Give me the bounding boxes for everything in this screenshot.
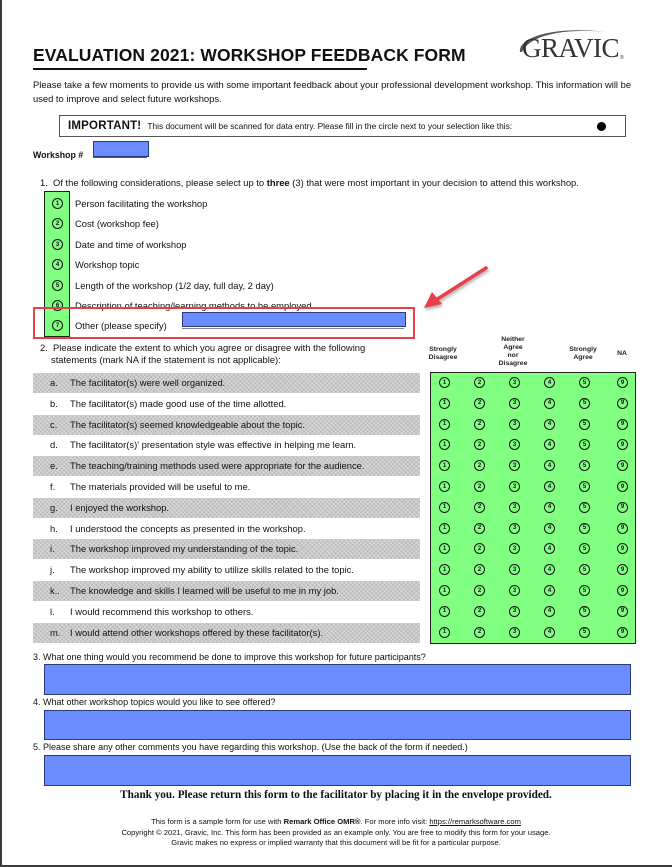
rating-bubble-5[interactable]: 5 — [579, 419, 590, 430]
rating-bubble-9[interactable]: 9 — [617, 523, 628, 534]
rating-bubble-1[interactable]: 1 — [439, 377, 450, 388]
rating-bubble-2[interactable]: 2 — [474, 481, 485, 492]
rating-bubble-3[interactable]: 3 — [509, 398, 520, 409]
rating-bubble-4[interactable]: 4 — [544, 543, 555, 554]
rating-bubble-2[interactable]: 2 — [474, 523, 485, 534]
rating-bubble-5[interactable]: 5 — [579, 398, 590, 409]
scale-header-strongly-agree: Strongly Agree — [569, 346, 597, 361]
title-underline — [33, 68, 367, 70]
rating-bubble-3[interactable]: 3 — [509, 523, 520, 534]
statement-letter: h. — [50, 522, 58, 534]
rating-bubble-1[interactable]: 1 — [439, 606, 450, 617]
footer-line-2: Copyright © 2021, Gravic, Inc. This form has been provided as an example only. You are free to modify this form for your usage. — [121, 827, 551, 837]
statement-letter: b. — [50, 397, 58, 409]
q1-bubble-7[interactable]: 7 — [52, 320, 63, 331]
rating-row-i — [431, 539, 635, 560]
rating-bubble-1[interactable]: 1 — [439, 439, 450, 450]
rating-bubble-9[interactable]: 9 — [617, 377, 628, 388]
rating-bubble-5[interactable]: 5 — [579, 460, 590, 471]
statement-text: The facilitator(s) seemed knowledgeable about the topic. — [70, 418, 306, 430]
rating-bubble-1[interactable]: 1 — [439, 398, 450, 409]
rating-bubble-1[interactable]: 1 — [439, 627, 450, 638]
statement-row — [33, 477, 420, 497]
statement-row — [33, 498, 420, 518]
rating-bubble-4[interactable]: 4 — [544, 460, 555, 471]
rating-bubble-2[interactable]: 2 — [474, 585, 485, 596]
footer-line-1: This form is a sample form for use with Remark Office OMR®. For more info visit: https://remarksoftware.com — [151, 817, 521, 826]
statement-letter: j. — [50, 564, 55, 576]
q1-option-label-6: Description of teaching/learning methods to be employed — [75, 300, 312, 311]
footer — [0, 817, 672, 849]
statement-text: I would recommend this workshop to others. — [70, 605, 254, 617]
q1-bubble-1[interactable]: 1 — [52, 198, 63, 209]
question-1-text: 1. Of the following considerations, please select up to three (3) that were most important in your decision to attend this workshop. — [40, 177, 579, 188]
logo-text: GRAVIC — [522, 33, 620, 63]
workshop-number-field[interactable] — [93, 141, 149, 157]
rating-bubble-3[interactable]: 3 — [509, 627, 520, 638]
statement-letter: m. — [50, 626, 61, 638]
statement-row — [33, 581, 420, 601]
statement-row — [33, 560, 420, 580]
statement-row — [33, 519, 420, 539]
remark-software-link[interactable]: https://remarksoftware.com — [429, 817, 521, 826]
rating-bubble-9[interactable]: 9 — [617, 543, 628, 554]
scale-header-strongly-disagree: Strongly Disagree — [428, 346, 458, 361]
rating-bubble-3[interactable]: 3 — [509, 439, 520, 450]
rating-bubble-2[interactable]: 2 — [474, 439, 485, 450]
rating-bubble-4[interactable]: 4 — [544, 439, 555, 450]
rating-bubble-3[interactable]: 3 — [509, 377, 520, 388]
rating-bubble-1[interactable]: 1 — [439, 502, 450, 513]
rating-bubble-3[interactable]: 3 — [509, 460, 520, 471]
rating-bubble-3[interactable]: 3 — [509, 502, 520, 513]
rating-bubble-3[interactable]: 3 — [509, 585, 520, 596]
q1-bubble-3[interactable]: 3 — [52, 239, 63, 250]
rating-bubble-4[interactable]: 4 — [544, 502, 555, 513]
filled-bubble-example-icon — [597, 122, 606, 131]
rating-bubble-9[interactable]: 9 — [617, 419, 628, 430]
statement-text: The facilitator(s) made good use of the time allotted. — [70, 397, 287, 409]
question-3-text: 3. What one thing would you recommend be done to improve this workshop for future participants? — [33, 652, 426, 662]
q1-option-3 — [45, 239, 63, 250]
q1-option-2 — [45, 218, 63, 229]
rating-bubble-2[interactable]: 2 — [474, 419, 485, 430]
statement-row — [33, 394, 420, 414]
rating-row-g — [431, 498, 635, 519]
question-5-text: 5. Please share any other comments you have regarding this workshop. (Use the back of the form if needed.) — [33, 742, 468, 752]
rating-bubble-2[interactable]: 2 — [474, 460, 485, 471]
q1-option-label-2: Cost (workshop fee) — [75, 218, 159, 229]
q1-bubble-2[interactable]: 2 — [52, 218, 63, 229]
statement-row — [33, 456, 420, 476]
rating-bubble-3[interactable]: 3 — [509, 606, 520, 617]
q1-option-label-5: Length of the workshop (1/2 day, full day, 2 day) — [75, 280, 274, 291]
rating-bubble-5[interactable]: 5 — [579, 502, 590, 513]
rating-row-f — [431, 477, 635, 498]
q1-option-5 — [45, 280, 63, 291]
rating-bubble-3[interactable]: 3 — [509, 419, 520, 430]
statement-row — [33, 373, 420, 393]
rating-bubble-1[interactable]: 1 — [439, 585, 450, 596]
q1-option-4 — [45, 259, 63, 270]
statement-letter: k.. — [50, 585, 60, 596]
rating-bubble-4[interactable]: 4 — [544, 585, 555, 596]
rating-row-b — [431, 394, 635, 415]
rating-bubble-9[interactable]: 9 — [617, 585, 628, 596]
question-4-text: 4. What other workshop topics would you like to see offered? — [33, 697, 276, 707]
rating-bubble-5[interactable]: 5 — [579, 564, 590, 575]
rating-bubble-1[interactable]: 1 — [439, 564, 450, 575]
rating-bubble-5[interactable]: 5 — [579, 439, 590, 450]
rating-bubble-2[interactable]: 2 — [474, 377, 485, 388]
q1-bubble-6[interactable]: 6 — [52, 300, 63, 311]
rating-bubble-1[interactable]: 1 — [439, 460, 450, 471]
q1-option-label-1: Person facilitating the workshop — [75, 198, 208, 209]
question-3-answer-field[interactable] — [44, 664, 631, 695]
rating-bubble-9[interactable]: 9 — [617, 606, 628, 617]
form-title: EVALUATION 2021: WORKSHOP FEEDBACK FORM — [33, 45, 466, 65]
rating-row-m — [431, 623, 635, 644]
thank-you-text: Thank you. Please return this form to the facilitator by placing it in the envelope provided. — [120, 789, 552, 801]
statement-text: The workshop improved my understanding of the topic. — [70, 543, 299, 555]
rating-bubble-5[interactable]: 5 — [579, 585, 590, 596]
gravic-logo — [508, 24, 628, 68]
rating-row-d — [431, 435, 635, 456]
rating-bubble-4[interactable]: 4 — [544, 606, 555, 617]
workshop-number-underline — [93, 157, 147, 158]
statement-text: The teaching/training methods used were appropriate for the audience. — [70, 460, 365, 472]
rating-bubble-1[interactable]: 1 — [439, 419, 450, 430]
rating-bubble-2[interactable]: 2 — [474, 627, 485, 638]
workshop-number-label: Workshop # — [33, 150, 84, 160]
statement-row — [33, 602, 420, 622]
rating-bubble-9[interactable]: 9 — [617, 439, 628, 450]
rating-bubble-4[interactable]: 4 — [544, 564, 555, 575]
important-label: IMPORTANT! — [68, 120, 142, 132]
statement-text: The materials provided will be useful to me. — [70, 481, 251, 492]
rating-bubble-grid — [430, 372, 636, 644]
statement-row — [33, 539, 420, 559]
logo-registered-mark: ® — [620, 55, 624, 61]
rating-row-c — [431, 415, 635, 436]
rating-bubble-2[interactable]: 2 — [474, 398, 485, 409]
annotation-highlight-box — [33, 307, 415, 339]
scale-header-na: NA — [617, 350, 627, 357]
statement-letter: i. — [50, 543, 55, 555]
footer-line-3: Gravic makes no express or implied warranty that this document will be fit for a particular purpose. — [171, 838, 501, 847]
rating-bubble-9[interactable]: 9 — [617, 564, 628, 575]
statement-row — [33, 435, 420, 455]
statement-text: I understood the concepts as presented in the workshop. — [70, 522, 306, 534]
rating-row-j — [431, 560, 635, 581]
rating-bubble-4[interactable]: 4 — [544, 627, 555, 638]
rating-bubble-1[interactable]: 1 — [439, 481, 450, 492]
question-4-answer-field[interactable] — [44, 710, 631, 740]
rating-bubble-3[interactable]: 3 — [509, 481, 520, 492]
rating-row-e — [431, 456, 635, 477]
rating-row-l — [431, 602, 635, 623]
q1-option-label-4: Workshop topic — [75, 259, 140, 270]
statement-letter: c. — [50, 418, 58, 430]
rating-bubble-5[interactable]: 5 — [579, 481, 590, 492]
statement-text: The workshop improved my ability to utilize skills related to the topic. — [70, 564, 354, 576]
rating-bubble-5[interactable]: 5 — [579, 627, 590, 638]
rating-bubble-4[interactable]: 4 — [544, 523, 555, 534]
q1-option-label-7: Other (please specify) — [75, 320, 167, 331]
rating-bubble-1[interactable]: 1 — [439, 543, 450, 554]
question-5-answer-field[interactable] — [44, 755, 631, 786]
statement-text: I would attend other workshops offered by these facilitator(s). — [70, 626, 324, 638]
statement-row — [33, 415, 420, 435]
rating-bubble-2[interactable]: 2 — [474, 502, 485, 513]
rating-bubble-9[interactable]: 9 — [617, 460, 628, 471]
q1-bubble-5[interactable]: 5 — [52, 280, 63, 291]
q1-bubble-4[interactable]: 4 — [52, 259, 63, 270]
rating-bubble-2[interactable]: 2 — [474, 606, 485, 617]
rating-bubble-5[interactable]: 5 — [579, 606, 590, 617]
important-text: This document will be scanned for data entry. Please fill in the circle next to your selection like this: — [147, 121, 513, 131]
important-notice — [59, 115, 626, 137]
statement-text: The knowledge and skills I learned will be useful to me in my job. — [70, 585, 339, 596]
rating-bubble-1[interactable]: 1 — [439, 523, 450, 534]
rating-bubble-3[interactable]: 3 — [509, 543, 520, 554]
rating-row-a — [431, 373, 635, 394]
rating-bubble-9[interactable]: 9 — [617, 481, 628, 492]
statement-letter: d. — [50, 439, 58, 451]
question-2-text: 2. Please indicate the extent to which you agree or disagree with the following statements (mark NA if the statement is not applicable): — [40, 342, 366, 365]
rating-bubble-5[interactable]: 5 — [579, 377, 590, 388]
statement-letter: f. — [50, 481, 56, 492]
rating-bubble-9[interactable]: 9 — [617, 502, 628, 513]
statement-row — [33, 623, 420, 643]
rating-bubble-9[interactable]: 9 — [617, 627, 628, 638]
rating-bubble-3[interactable]: 3 — [509, 564, 520, 575]
rating-bubble-4[interactable]: 4 — [544, 377, 555, 388]
rating-row-k — [431, 581, 635, 602]
statement-letter: a. — [50, 377, 58, 388]
statement-text: I enjoyed the workshop. — [70, 501, 170, 513]
rating-bubble-4[interactable]: 4 — [544, 398, 555, 409]
statement-letter: l. — [50, 605, 55, 617]
statement-letter: g. — [50, 501, 58, 513]
q1-option-label-3: Date and time of workshop — [75, 239, 187, 250]
rating-bubble-5[interactable]: 5 — [579, 523, 590, 534]
statement-letter: e. — [50, 460, 58, 472]
rating-row-h — [431, 519, 635, 540]
q1-option-1 — [45, 198, 63, 209]
rating-bubble-4[interactable]: 4 — [544, 419, 555, 430]
scale-header-neutral: Neither Agree nor Disagree — [498, 336, 528, 367]
rating-bubble-2[interactable]: 2 — [474, 564, 485, 575]
rating-bubble-9[interactable]: 9 — [617, 398, 628, 409]
statement-text: The facilitator(s)' presentation style was effective in helping me learn. — [70, 439, 357, 451]
rating-bubble-2[interactable]: 2 — [474, 543, 485, 554]
intro-text: Please take a few moments to provide us with some important feedback about your professional development workshop. This information will be used to improve and select future workshops. — [33, 79, 632, 104]
rating-bubble-5[interactable]: 5 — [579, 543, 590, 554]
statement-text: The facilitator(s) were well organized. — [70, 377, 226, 388]
annotation-arrow-icon — [418, 262, 508, 322]
rating-bubble-4[interactable]: 4 — [544, 481, 555, 492]
